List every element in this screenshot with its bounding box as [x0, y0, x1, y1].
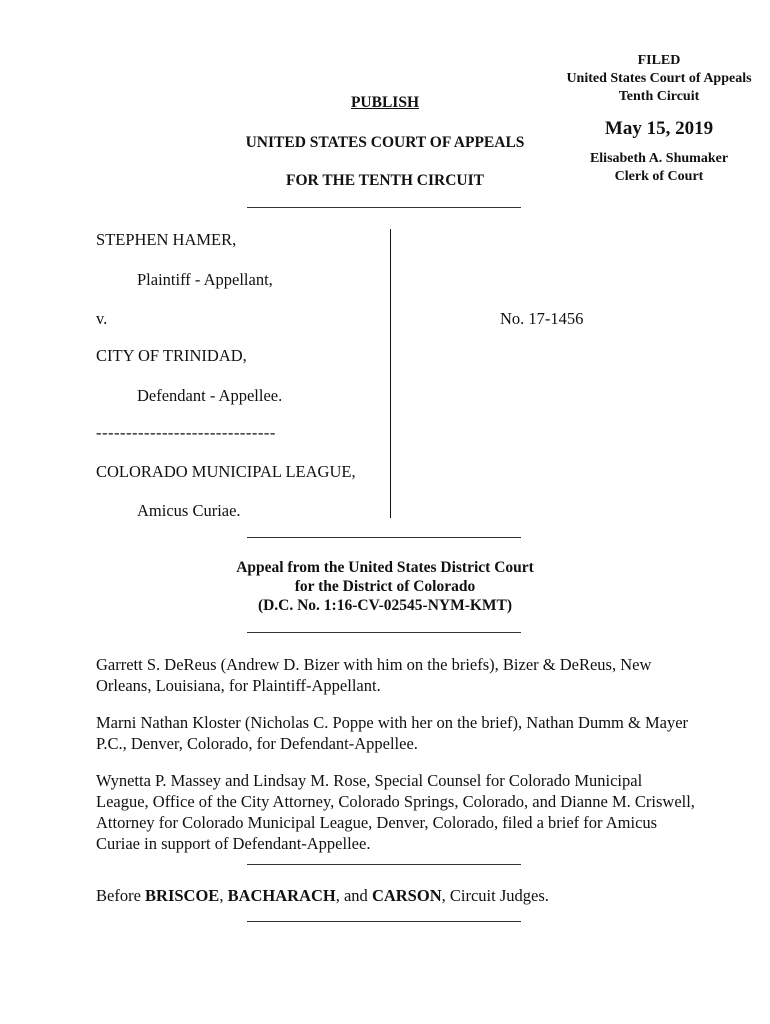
filed-date: May 15, 2019 [604, 118, 714, 139]
panel-line [96, 885, 696, 906]
judge-bacharach: BACHARACH [227, 886, 336, 905]
filed-stamp [548, 52, 770, 186]
judge-briscoe: BRISCOE [145, 886, 220, 905]
court-heading: UNITED STATES COURT OF APPEALS [245, 134, 525, 151]
panel-rule [247, 921, 521, 922]
appeal-line-1: Appeal from the United States District Court [236, 559, 534, 576]
appeal-block [200, 558, 570, 615]
defendant-name: CITY OF TRINIDAD, [96, 346, 247, 365]
panel-sep-2: , and [335, 886, 372, 905]
judge-carson: CARSON [371, 886, 442, 905]
header-rule [247, 207, 521, 208]
counsel-amicus [96, 770, 696, 854]
appeal-line-3: (D.C. No. 1:16-CV-02545-NYM-KMT) [257, 597, 513, 614]
caption-rule [247, 537, 521, 538]
panel-suffix: , Circuit Judges. [441, 886, 549, 905]
appeal-rule [247, 632, 521, 633]
caption-divider [390, 229, 391, 518]
counsel-appellee-text: Marni Nathan Kloster (Nicholas C. Poppe with her on the brief), Nathan Dumm & Mayer P.C., Denver, Colorado, for Defendant-Appellee. [96, 713, 689, 753]
counsel-appellant-text: Garrett S. DeReus (Andrew D. Bizer with him on the briefs), Bizer & DeReus, New Orleans, Louisiana, for Plaintiff-Appellant. [96, 655, 652, 695]
counsel-appellee [96, 712, 696, 754]
case-number: No. 17-1456 [500, 309, 584, 328]
panel-sep-1: , [219, 886, 228, 905]
plaintiff-name: STEPHEN HAMER, [96, 230, 237, 249]
appeal-line-2: for the District of Colorado [294, 578, 476, 595]
defendant-role: Defendant - Appellee. [137, 386, 283, 405]
clerk-title: Clerk of Court [614, 169, 704, 184]
circuit-heading: FOR THE TENTH CIRCUIT [286, 172, 484, 189]
plaintiff-role: Plaintiff - Appellant, [137, 270, 273, 289]
clerk-name: Elisabeth A. Shumaker [589, 151, 729, 166]
counsel-appellant [96, 654, 696, 696]
filed-label: FILED [637, 53, 681, 68]
filed-court: United States Court of Appeals [566, 71, 752, 86]
publish-heading: PUBLISH [350, 94, 420, 111]
versus: v. [96, 309, 108, 328]
amicus-name: COLORADO MUNICIPAL LEAGUE, [96, 462, 356, 481]
counsel-rule [247, 864, 521, 865]
filed-circuit: Tenth Circuit [618, 89, 700, 104]
panel-before: Before [96, 886, 146, 905]
amicus-role: Amicus Curiae. [137, 501, 241, 520]
caption-separator: ------------------------------ [96, 423, 276, 442]
counsel-amicus-text: Wynetta P. Massey and Lindsay M. Rose, Special Counsel for Colorado Municipal League, Office of the City Attorney, Colorado Springs, Colorado, and Dianne M. Criswell, Attorney for Colorado Municipal League, Denver, Colorado, filed a brief for Amicus Curiae in support of Defendant-Appellee. [96, 771, 695, 853]
